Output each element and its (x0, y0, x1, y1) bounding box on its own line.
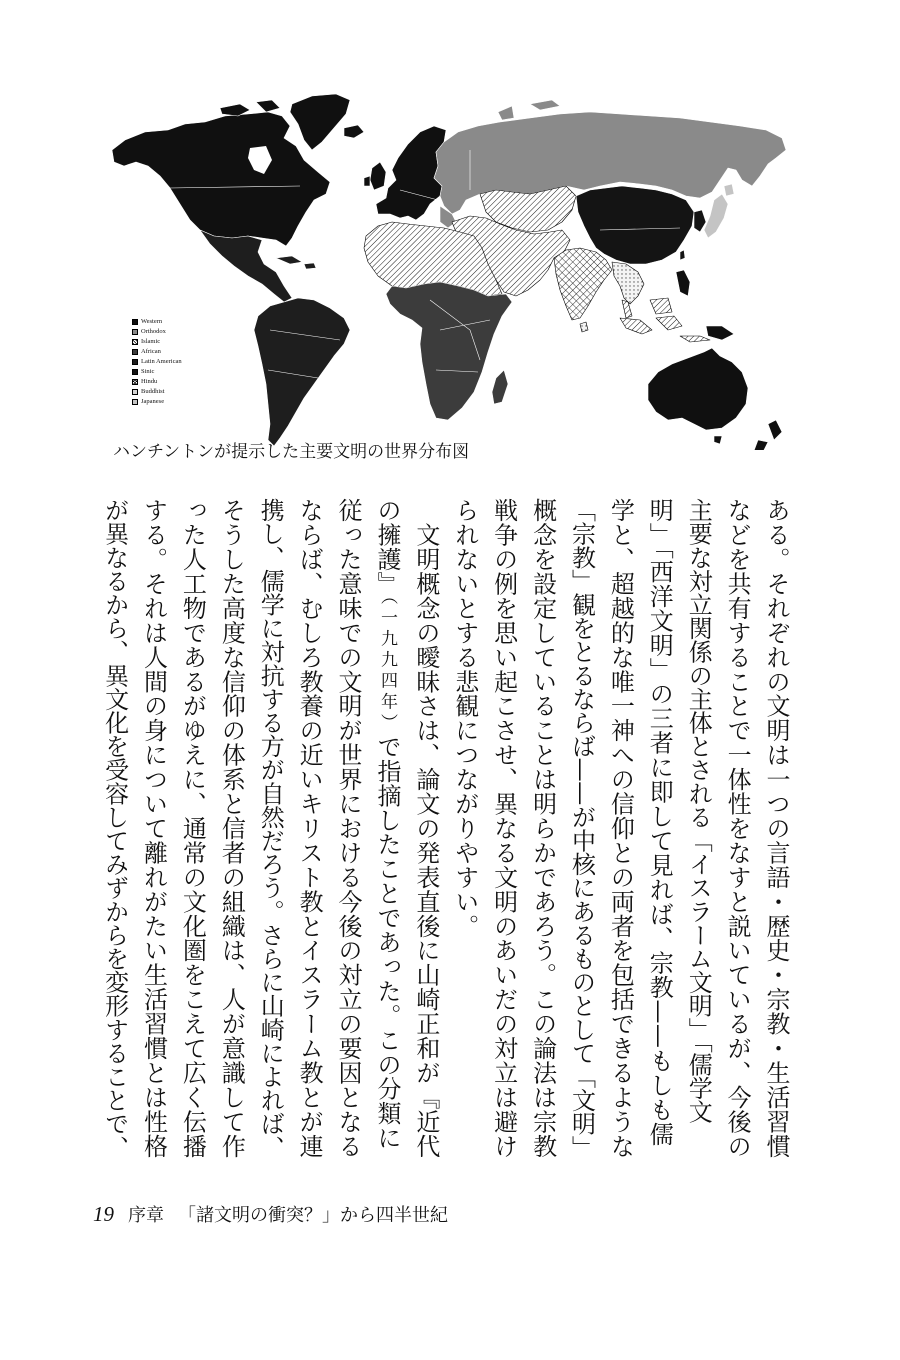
region-greenland (290, 94, 350, 150)
region-new-zealand-south (752, 440, 768, 450)
region-korea (694, 210, 706, 232)
legend-label: Buddhist (141, 388, 165, 395)
text-column: そうした高度な信仰の体系と信者の組織は、人が意識して作 (217, 498, 246, 1159)
text-column: 「宗教」観をとるならば——が中核にあるものとして「文明」 (567, 498, 596, 1159)
legend-label: Sinic (141, 368, 155, 375)
region-sumatra (620, 318, 652, 334)
legend-item (132, 377, 212, 387)
legend-swatch (132, 349, 138, 355)
region-india (554, 248, 612, 320)
legend-label: Latin American (141, 358, 182, 365)
legend-swatch (132, 399, 138, 405)
region-papua (706, 326, 734, 340)
region-arctic-island (530, 100, 560, 110)
legend-swatch (132, 329, 138, 335)
text-column: 学と、超越的な唯一神への信仰との両者を包括できるような (606, 498, 635, 1159)
legend-swatch (132, 369, 138, 375)
chapter-title: 「諸文明の衝突？」から四半世紀 (178, 1205, 448, 1226)
region-ireland (364, 176, 370, 186)
text-segment: で指摘したことであった。この分類に (372, 734, 401, 1150)
region-arctic-island (256, 100, 280, 112)
text-column: 主要な対立関係の主体とされる「イスラーム文明」「儒学文 (684, 498, 713, 1124)
region-iceland (344, 125, 364, 138)
legend-label: Hindu (141, 378, 158, 385)
text-column (367, 498, 406, 1170)
region-hispaniola (304, 263, 316, 269)
legend-item (132, 387, 212, 397)
text-column: 文明概念の曖昧さは、論文の発表直後に山崎正和が『近代 (411, 498, 440, 1159)
legend-swatch (132, 339, 138, 345)
region-southeast-asia (612, 262, 644, 304)
region-north-america (112, 112, 330, 246)
legend-item (132, 367, 212, 377)
legend-item (132, 337, 212, 347)
legend-swatch (132, 319, 138, 325)
region-japan-honshu (704, 194, 728, 238)
region-cuba (276, 256, 302, 264)
running-footer (93, 1200, 448, 1228)
parenthetical-note: （一九九四年） (376, 595, 397, 735)
chapter-label: 序章 (128, 1205, 164, 1226)
text-segment: の擁護』 (372, 498, 401, 596)
legend-swatch (132, 379, 138, 385)
region-philippines (676, 270, 690, 296)
region-sri-lanka (580, 322, 588, 332)
region-new-zealand-north (768, 420, 782, 440)
region-australia (648, 348, 748, 430)
region-java (680, 336, 710, 342)
text-column: 戦争の例を思い起こさせ、異なる文明のあいだの対立は避け (489, 498, 518, 1159)
text-column: する。それは人間の身について離れがたい生活習慣とは性格 (139, 498, 168, 1159)
region-japan-hokkaido (724, 184, 734, 196)
legend-swatch (132, 359, 138, 365)
text-column: られないとする悲観につながりやすい。 (450, 498, 479, 939)
legend-label: African (141, 348, 161, 355)
text-column: が異なるから、異文化を受容してみずからを変形することで、 (100, 498, 129, 1159)
legend-label: Japanese (141, 398, 165, 405)
legend-item (132, 347, 212, 357)
legend-label: Orthodox (141, 328, 166, 335)
text-column: などを共有することで一体性をなすと説いているが、今後の (723, 498, 752, 1159)
region-taiwan (680, 250, 685, 260)
page-number: 19 (93, 1202, 114, 1226)
legend-item (132, 327, 212, 337)
figure-caption: ハンチントンが提示した主要文明の世界分布図 (113, 442, 470, 462)
text-column: 明」「西洋文明」の三者に即して見れば、宗教——もしも儒 (645, 498, 674, 1147)
text-column: 携し、儒学に対抗する方が自然だろう。さらに山崎によれば、 (256, 498, 285, 1159)
region-madagascar (492, 370, 508, 404)
legend-item (132, 397, 212, 407)
region-tasmania (714, 436, 722, 444)
legend-item (132, 357, 212, 367)
region-novaya-zemlya (498, 106, 514, 120)
region-south-america (254, 298, 350, 446)
region-britain (370, 162, 386, 190)
text-column: ある。それぞれの文明は一つの言語・歴史・宗教・生活習慣 (762, 498, 790, 1159)
body-text (93, 498, 795, 1170)
text-column: 概念を設定していることは明らかであろう。この論法は宗教 (528, 498, 557, 1159)
legend-swatch (132, 389, 138, 395)
text-column: ならば、むしろ教養の近いキリスト教とイスラーム教とが連 (295, 498, 324, 1159)
legend-item (132, 317, 212, 327)
region-borneo (650, 298, 672, 314)
legend-label: Islamic (141, 338, 161, 345)
region-sulawesi (656, 316, 682, 330)
text-column: った人工物であるがゆえに、通常の文化圏をこえて広く伝播 (178, 498, 207, 1159)
legend-label: Western (141, 318, 163, 325)
text-column: 従った意味での文明が世界における今後の対立の要因となる (334, 498, 363, 1159)
map-legend (132, 317, 212, 407)
